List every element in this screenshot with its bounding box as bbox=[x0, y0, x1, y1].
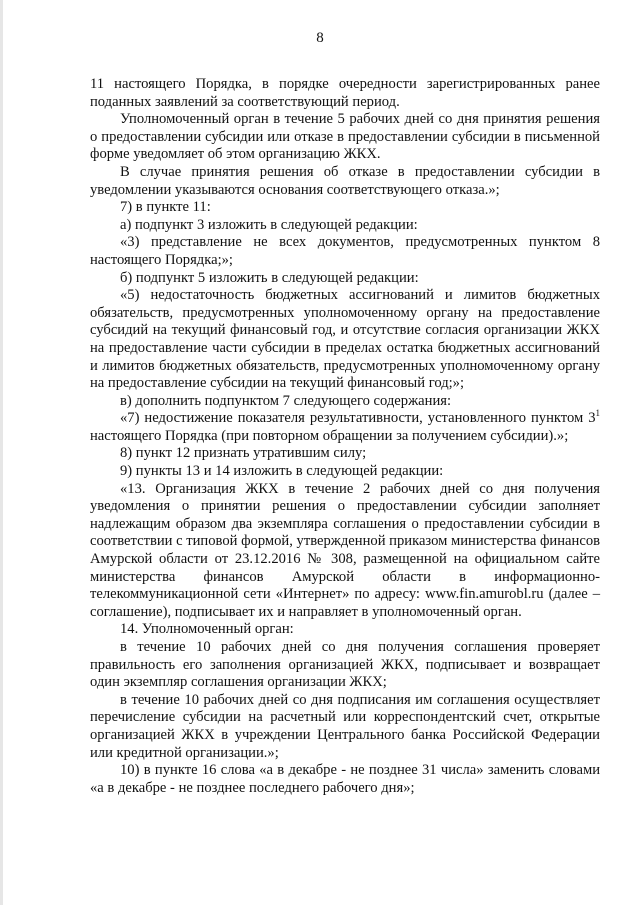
item-8: 8) пункт 12 признать утратившим силу; bbox=[120, 445, 367, 462]
subitem-7-text-start: «7) недостижение показателя результативности, установленного пунктом 3 bbox=[120, 410, 596, 427]
page-number: 8 bbox=[316, 30, 324, 46]
quoted-subitem-7 bbox=[90, 410, 600, 445]
clause-14-check: в течение 10 рабочих дней со дня получения соглашения проверяет правильность его заполнения организацией ЖКХ, подписывает и возвращает один экземпляр соглашения организации ЖКХ; bbox=[90, 639, 600, 691]
paragraph-notification: Уполномоченный орган в течение 5 рабочих дней со дня принятия решения о предоставлении субсидии или отказе в предоставлении субсидии в письменной форме уведомляет об этом организацию ЖКХ. bbox=[90, 111, 600, 163]
item-7-heading: 7) в пункте 11: bbox=[120, 199, 211, 216]
subitem-v-heading: в) дополнить подпунктом 7 следующего содержания: bbox=[120, 392, 452, 409]
item-10: 10) в пункте 16 слова «а в декабре - не позднее 31 числа» заменить словами «а в декабре - не позднее последнего рабочего дня»; bbox=[90, 762, 600, 796]
paragraph-refusal: В случае принятия решения об отказе в предоставлении субсидии в уведомлении указываются основания соответствующего отказа.»; bbox=[90, 163, 600, 198]
quoted-clause-13: «13. Организация ЖКХ в течение 2 рабочих дней со дня получения уведомления о принятии решения о предоставлении субсидии заполняет надлежащим образом два экземпляра соглашения о предоставлении субсидии в соответствии с типовой формой, утвержденной приказом министерства финансов Амурской области от 23.12.2016 № 308, размещенной на официальном сайте министерства финансов Амурской области в информационно-телекоммуникационной сети «Интернет» по адресу: www.fin.amurobl.ru (далее – соглашение), подписывает их и направляет в уполномоченный орган. bbox=[90, 480, 601, 620]
clause-14-heading: 14. Уполномоченный орган: bbox=[120, 621, 294, 638]
scan-edge bbox=[0, 0, 3, 905]
item-9-heading: 9) пункты 13 и 14 изложить в следующей редакции: bbox=[120, 463, 444, 480]
subitem-b-heading: б) подпункт 5 изложить в следующей редакции: bbox=[120, 269, 419, 286]
subitem-7-text-end: настоящего Порядка (при повторном обращении за получением субсидии).»; bbox=[90, 427, 569, 444]
quoted-subitem-5: «5) недостаточность бюджетных ассигнований и лимитов бюджетных обязательств, предусмотренных уполномоченному органу на предоставление субсидий на текущий финансовый год, и отсутствие согласия организации ЖКХ на предоставление части субсидии в пределах остатка бюджетных ассигнований и лимитов бюджетных обязательств, предусмотренных уполномоченному органу на предоставление субсидии на текущий финансовый год;»; bbox=[90, 287, 600, 392]
subitem-a-heading: а) подпункт 3 изложить в следующей редакции: bbox=[120, 216, 418, 233]
paragraph-continuation: 11 настоящего Порядка, в порядке очередности зарегистрированных ранее поданных заявлений за соответствующий период. bbox=[90, 76, 600, 110]
quoted-subitem-3: «3) представление не всех документов, предусмотренных пунктом 8 настоящего Порядка;»; bbox=[90, 234, 600, 268]
superscript-marker: 1 bbox=[595, 408, 600, 419]
document-body bbox=[90, 76, 600, 797]
clause-14-transfer: в течение 10 рабочих дней со дня подписания им соглашения осуществляет перечисление субсидии на расчетный или корреспондентский счет, открытые организацией ЖКХ в учреждении Центрального банка Российской Федерации или кредитной организации.»; bbox=[90, 691, 600, 761]
